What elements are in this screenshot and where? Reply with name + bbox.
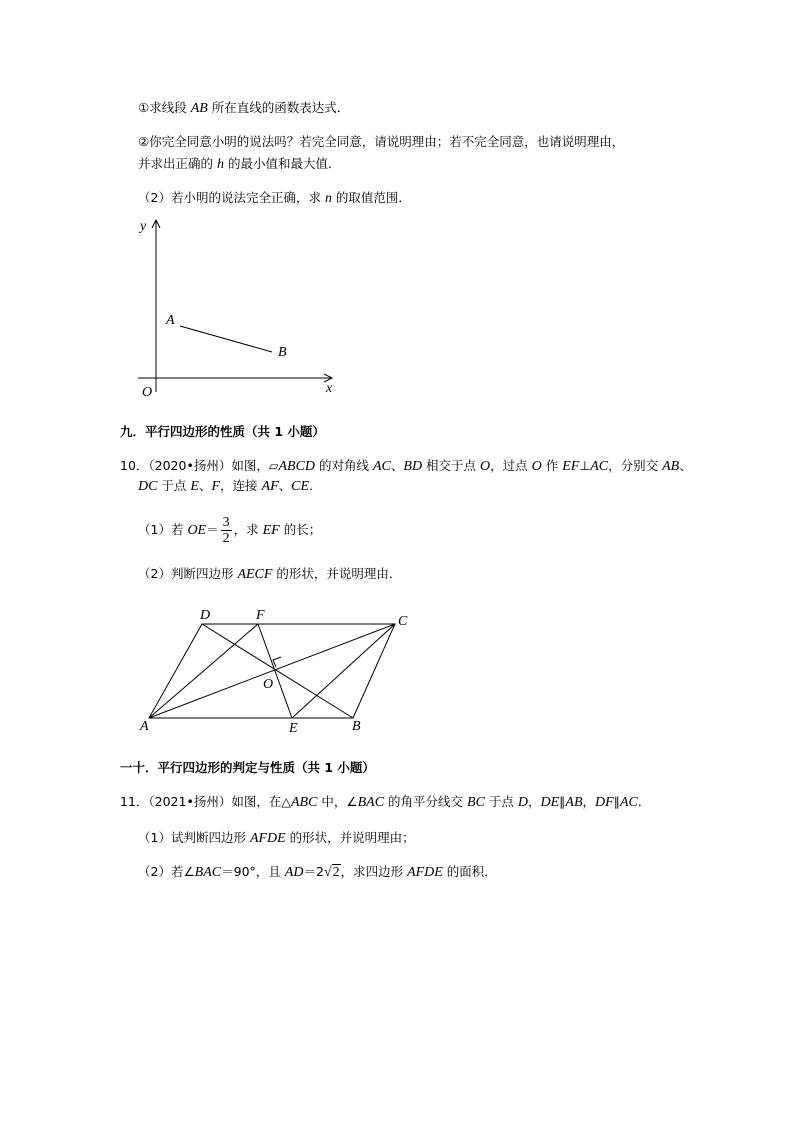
text: 的长； bbox=[279, 522, 322, 537]
math-var: h bbox=[216, 157, 224, 172]
math-var: n bbox=[324, 191, 332, 206]
text: 、 bbox=[679, 458, 692, 473]
question-part-2 bbox=[138, 134, 624, 150]
text: （2）若小明的说法完全正确，求 bbox=[138, 190, 325, 205]
text: ． bbox=[637, 794, 651, 809]
math-var: AB bbox=[565, 795, 583, 810]
math-var: ABC bbox=[290, 795, 318, 810]
point-a-label: A bbox=[166, 313, 175, 328]
math-var: EF bbox=[562, 459, 580, 474]
math-var: AC bbox=[590, 459, 609, 474]
subquestion-2 bbox=[138, 190, 411, 207]
text: ＝ bbox=[206, 522, 219, 537]
radicand: 2 bbox=[332, 865, 340, 880]
text: ， bbox=[582, 794, 596, 809]
text: （2）判断四边形 bbox=[138, 566, 238, 581]
math-var: BD bbox=[403, 459, 423, 474]
text: （1）若 bbox=[138, 522, 188, 537]
math-var: AC bbox=[619, 795, 638, 810]
text: ，过点 bbox=[490, 458, 532, 473]
y-axis-label: y bbox=[140, 219, 147, 234]
text: 所在直线的函数表达式． bbox=[207, 100, 350, 115]
point-c-label: C bbox=[398, 614, 408, 629]
parallelogram-figure bbox=[130, 600, 430, 740]
question-10-sub-2 bbox=[138, 566, 401, 583]
text: 求线段 bbox=[149, 100, 191, 115]
text: ， bbox=[527, 794, 541, 809]
text: 的取值范围． bbox=[331, 190, 411, 205]
math-var: O bbox=[531, 459, 542, 474]
point-e-label: E bbox=[289, 721, 298, 736]
math-var: AD bbox=[284, 865, 304, 880]
point-b-label: B bbox=[278, 345, 287, 360]
math-var: D bbox=[517, 795, 528, 810]
question-part-1 bbox=[138, 100, 349, 117]
math-var: O bbox=[480, 459, 491, 474]
point-d-label: D bbox=[200, 608, 211, 623]
math-var: ABCD bbox=[278, 459, 316, 474]
text: 的面积． bbox=[442, 864, 497, 879]
math-var: F bbox=[211, 479, 221, 494]
segment-ce bbox=[292, 624, 395, 718]
question-11-sub-1 bbox=[138, 830, 415, 847]
text: 、 bbox=[198, 478, 212, 493]
text: ＝2 bbox=[303, 864, 324, 879]
question-part-2-cont bbox=[138, 156, 340, 173]
text: 你完全同意小明的说法吗？若完全同意，请说明理由；若不完全同意，也请说明理由， bbox=[149, 134, 625, 149]
circled-number: ② bbox=[138, 134, 150, 149]
fraction bbox=[221, 515, 232, 546]
text: ∥ bbox=[559, 794, 566, 809]
text: 并求出正确的 bbox=[138, 156, 217, 171]
text: ＝90°，且 bbox=[221, 864, 285, 879]
origin-label: O bbox=[142, 385, 153, 400]
math-var: CE bbox=[291, 479, 310, 494]
section-heading: 一十．平行四边形的判定与性质（共 1 小题） bbox=[120, 760, 375, 775]
text: 中，∠ bbox=[317, 794, 358, 809]
x-axis-label: x bbox=[326, 381, 333, 396]
text: 10．（2020•扬州）如图，▱ bbox=[120, 458, 279, 473]
text: 11．（2021•扬州）如图，在△ bbox=[120, 794, 291, 809]
text: （2）若∠ bbox=[138, 864, 195, 879]
segment-af bbox=[149, 624, 258, 718]
math-var: AC bbox=[372, 459, 391, 474]
question-10-sub-1 bbox=[138, 513, 321, 548]
section-heading: 九．平行四边形的性质（共 1 小题） bbox=[120, 424, 325, 439]
text: 的最小值和最大值． bbox=[223, 156, 341, 171]
math-var: AF bbox=[261, 479, 279, 494]
point-b-label: B bbox=[352, 719, 361, 734]
math-var: AECF bbox=[237, 567, 273, 582]
math-var: OE bbox=[187, 523, 207, 538]
math-var: EF bbox=[262, 523, 280, 538]
diagonal-bd bbox=[202, 624, 353, 718]
math-var: AB bbox=[662, 459, 680, 474]
text: 、 bbox=[278, 478, 292, 493]
diagonal-ac bbox=[149, 624, 395, 718]
text: 于点 bbox=[157, 478, 191, 493]
text: ，连接 bbox=[220, 478, 262, 493]
text: 相交于点 bbox=[422, 458, 481, 473]
text: ∥ bbox=[613, 794, 620, 809]
point-o-label: O bbox=[263, 677, 274, 692]
text: 的对角线 bbox=[315, 458, 373, 473]
math-var: BAC bbox=[194, 865, 222, 880]
text: 于点 bbox=[484, 794, 518, 809]
question-10-line-2 bbox=[138, 478, 322, 495]
text: 的形状，并说明理由； bbox=[285, 830, 415, 845]
math-var: AFDE bbox=[407, 865, 443, 880]
segment-ef bbox=[258, 624, 292, 718]
right-angle-mark bbox=[273, 657, 281, 667]
math-var: DF bbox=[595, 795, 614, 810]
text: 、 bbox=[390, 458, 404, 473]
fraction-numerator: 3 bbox=[222, 515, 230, 530]
fraction-denominator: 2 bbox=[222, 531, 230, 546]
square-root: √2 bbox=[323, 865, 340, 880]
point-a-label: A bbox=[140, 719, 149, 734]
text: ，求 bbox=[233, 522, 263, 537]
math-var: BAC bbox=[357, 795, 385, 810]
math-var: BC bbox=[467, 795, 485, 810]
question-11-line-1 bbox=[120, 794, 650, 811]
point-f-label: F bbox=[256, 608, 265, 623]
math-var: AFDE bbox=[249, 831, 286, 846]
text: ，分别交 bbox=[608, 458, 663, 473]
circled-number: ① bbox=[138, 100, 150, 115]
text: ，求四边形 bbox=[340, 864, 408, 879]
text: ⊥ bbox=[579, 458, 591, 473]
text: ． bbox=[309, 478, 322, 493]
text: 的形状，并说明理由． bbox=[272, 566, 402, 581]
text: 的角平分线交 bbox=[384, 794, 468, 809]
math-var: DE bbox=[540, 795, 560, 810]
math-var: AB bbox=[190, 101, 208, 116]
question-11-sub-2 bbox=[138, 864, 497, 881]
math-var: DC bbox=[138, 479, 158, 494]
text: 作 bbox=[541, 458, 563, 473]
math-var: E bbox=[190, 479, 199, 494]
segment-ab bbox=[180, 326, 272, 352]
question-10-line-1 bbox=[120, 458, 692, 475]
coordinate-figure bbox=[130, 214, 350, 404]
text: （1）试判断四边形 bbox=[138, 830, 250, 845]
